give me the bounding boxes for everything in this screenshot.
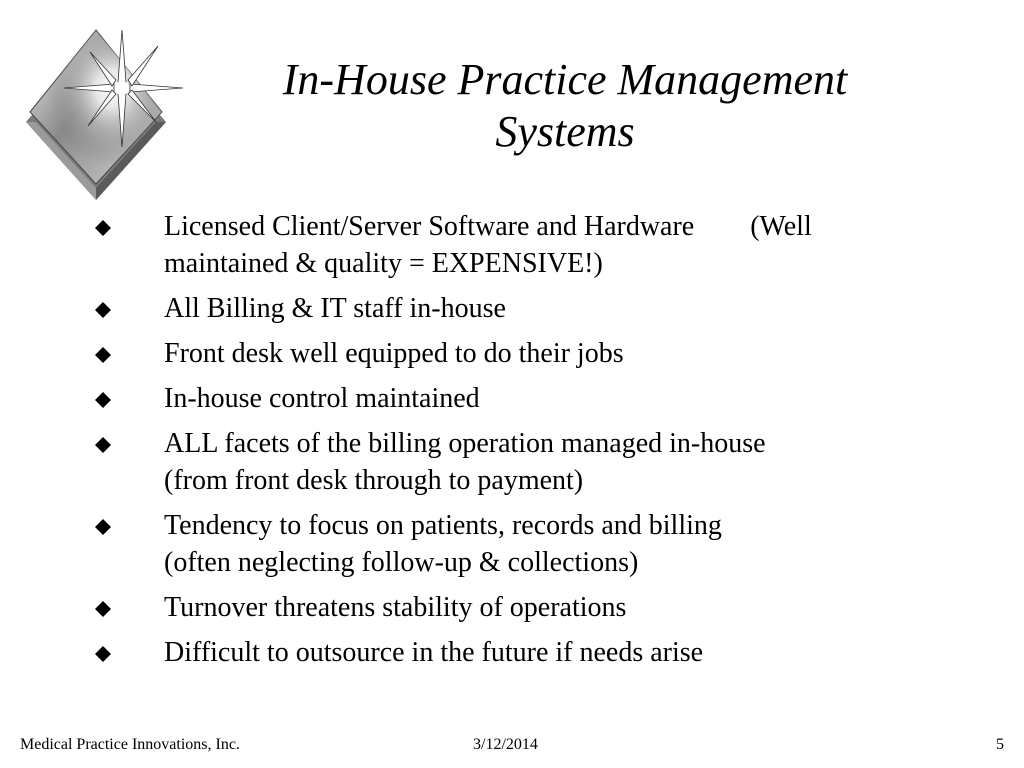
bullet-text: (often neglecting follow-up & collections) — [164, 547, 639, 578]
bullet-text: All Billing & IT staff in-house — [164, 293, 506, 324]
bullet-text: In-house control maintained — [164, 383, 480, 414]
diamond-bullet-icon — [95, 302, 111, 318]
list-item — [95, 507, 965, 581]
bullet-text: (from front desk through to payment) — [164, 465, 584, 496]
diamond-starburst-icon — [18, 22, 190, 212]
footer-company: Medical Practice Innovations, Inc. — [20, 736, 240, 753]
diamond-bullet-icon — [95, 437, 111, 453]
slide-title — [200, 54, 930, 158]
list-item — [95, 290, 965, 327]
list-item — [95, 335, 965, 372]
list-item — [95, 634, 965, 671]
diamond-bullet-icon — [95, 220, 111, 236]
title-line-2: Systems — [495, 107, 635, 156]
diamond-bullet-icon — [95, 519, 111, 535]
bullet-text: Difficult to outsource in the future if needs arise — [164, 637, 704, 668]
footer-page-number: 5 — [996, 736, 1004, 753]
list-item — [95, 380, 965, 417]
list-item — [95, 425, 965, 499]
title-line-1: In-House Practice Management — [282, 55, 848, 104]
bullet-list — [95, 208, 965, 679]
bullet-text: Tendency to focus on patients, records and billing — [164, 510, 722, 541]
footer-date: 3/12/2014 — [473, 736, 538, 753]
bullet-text: Front desk well equipped to do their jobs — [164, 338, 624, 369]
bullet-text: ALL facets of the billing operation managed in-house — [164, 428, 766, 459]
list-item — [95, 589, 965, 626]
diamond-bullet-icon — [95, 347, 111, 363]
list-item — [95, 208, 965, 282]
bullet-text: Turnover threatens stability of operations — [164, 592, 627, 623]
diamond-bullet-icon — [95, 646, 111, 662]
diamond-bullet-icon — [95, 601, 111, 617]
bullet-text: Licensed Client/Server Software and Hardware (Well — [164, 211, 812, 242]
diamond-bullet-icon — [95, 392, 111, 408]
bullet-text: maintained & quality = EXPENSIVE!) — [164, 248, 603, 279]
